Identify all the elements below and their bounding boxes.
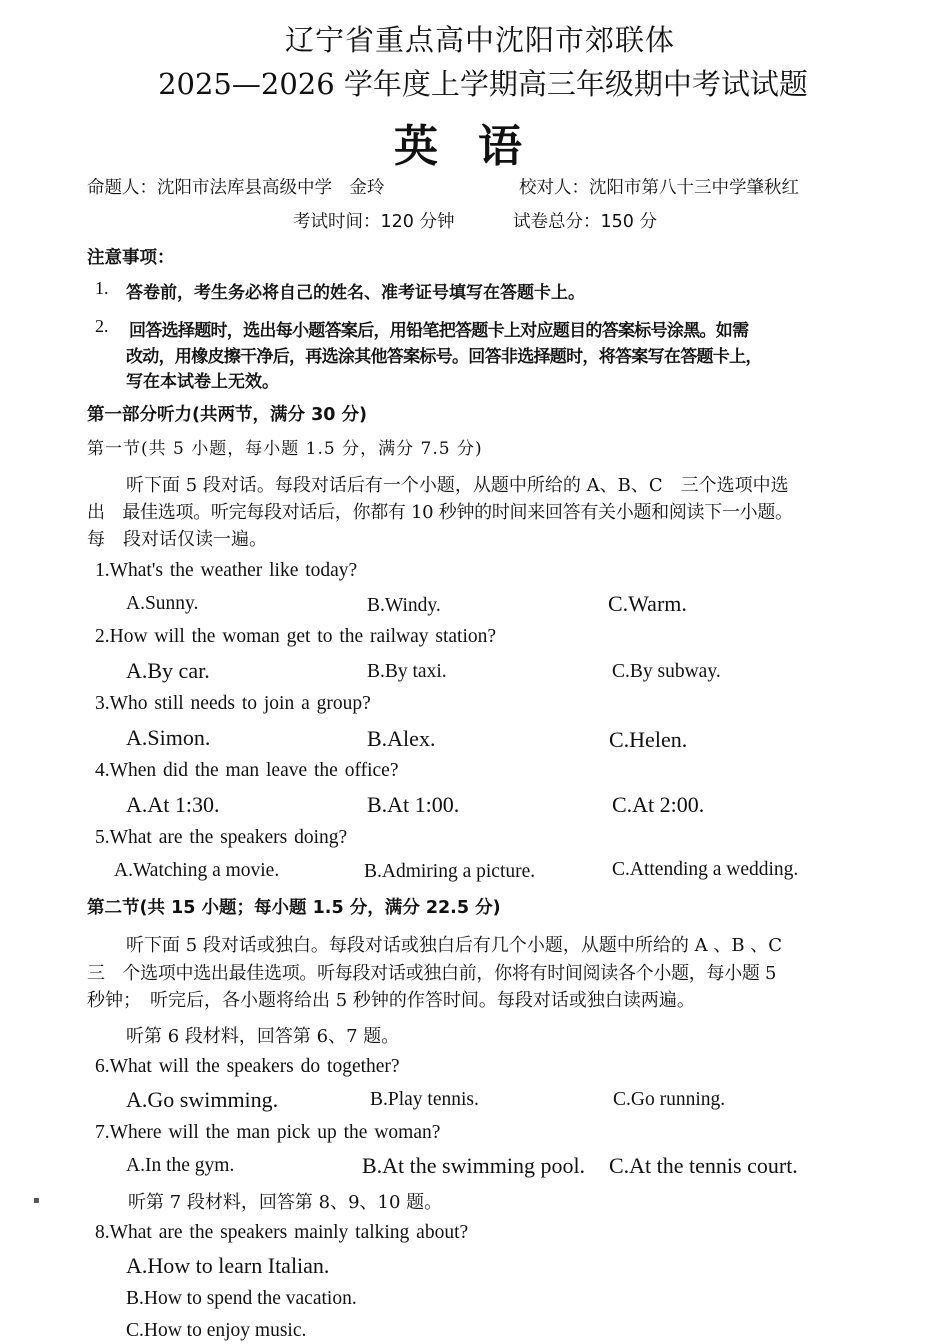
material-instruction: 听第 7 段材料，回答第 8、9、10 题。 bbox=[128, 1192, 443, 1213]
option-a: A.At 1:30. bbox=[126, 792, 220, 817]
exam-time: 考试时间：120 分钟 bbox=[293, 212, 455, 232]
option-c: C.At 2:00. bbox=[612, 792, 705, 817]
question-text: 4.When did the man leave the office? bbox=[95, 760, 399, 781]
section2-instruction: 听下面 5 段对话或独白。每段对话或独白后有几个小题，从题中所给的 A 、B 、C bbox=[126, 935, 783, 956]
option-c: C.At the tennis court. bbox=[609, 1153, 798, 1178]
section2-heading: 第二节(共 15 小题；每小题 1.5 分，满分 22.5 分) bbox=[87, 898, 501, 918]
notice-item-number: 2. bbox=[95, 316, 109, 336]
material-instruction: 听第 6 段材料，回答第 6、7 题。 bbox=[126, 1026, 400, 1047]
question-text: 7.Where will the man pick up the woman? bbox=[95, 1122, 441, 1143]
question-text: 2.How will the woman get to the railway station? bbox=[95, 626, 497, 647]
option-a: A.In the gym. bbox=[126, 1155, 235, 1176]
notice-item-text: 回答选择题时，选出每小题答案后，用铅笔把答题卡上对应题目的答案标号涂黑。如需 bbox=[129, 321, 749, 341]
section1-heading: 第一节(共 5 小题，每小题 1.5 分，满分 7.5 分) bbox=[87, 439, 483, 459]
option-c: C.How to enjoy music. bbox=[126, 1320, 307, 1341]
school-title: 辽宁省重点高中沈阳市郊联体 bbox=[284, 23, 675, 57]
question-text: 1.What's the weather like today? bbox=[95, 560, 358, 581]
author-line: 命题人：沈阳市法库县高级中学 金玲 bbox=[87, 178, 385, 198]
option-c: C.Go running. bbox=[613, 1089, 726, 1110]
option-b: B.Play tennis. bbox=[370, 1089, 479, 1110]
option-c: C.Warm. bbox=[608, 591, 687, 616]
option-b: B.Alex. bbox=[367, 726, 436, 751]
question-text: 6.What will the speakers do together? bbox=[95, 1056, 400, 1077]
option-a: A.How to learn Italian. bbox=[126, 1253, 330, 1278]
option-b: B.At the swimming pool. bbox=[362, 1153, 586, 1178]
section1-instruction: 出 最佳选项。听完每段对话后，你都有 10 秒钟的时间来回答有关小题和阅读下一小题。 bbox=[87, 502, 793, 523]
proofreader-line: 校对人：沈阳市第八十三中学肇秋红 bbox=[519, 178, 799, 198]
notice-item-text: 答卷前，考生务必将自己的姓名、准考证号填写在答题卡上。 bbox=[126, 283, 585, 303]
option-c: C.By subway. bbox=[612, 661, 721, 682]
question-text: 3.Who still needs to join a group? bbox=[95, 693, 371, 714]
part1-heading: 第一部分听力(共两节，满分 30 分) bbox=[87, 405, 368, 425]
option-a: A.Go swimming. bbox=[126, 1087, 279, 1112]
question-text: 5.What are the speakers doing? bbox=[95, 827, 348, 848]
option-a: A.Sunny. bbox=[126, 593, 199, 614]
option-b: B.Admiring a picture. bbox=[364, 861, 536, 882]
section2-instruction: 三 个选项中选出最佳选项。听每段对话或独白前，你将有时间阅读各个小题，每小题 5 bbox=[87, 963, 777, 984]
exam-total-score: 试卷总分：150 分 bbox=[513, 212, 657, 232]
notice-item-text: 写在本试卷上无效。 bbox=[126, 372, 279, 392]
option-b: B.How to spend the vacation. bbox=[126, 1288, 357, 1309]
option-c: C.Helen. bbox=[609, 727, 688, 752]
option-c: C.Attending a wedding. bbox=[612, 859, 799, 880]
option-a: A.By car. bbox=[126, 658, 210, 683]
section1-instruction: 听下面 5 段对话。每段对话后有一个小题，从题中所给的 A、B、C 三个选项中选 bbox=[126, 475, 789, 496]
option-b: B.At 1:00. bbox=[367, 792, 460, 817]
section2-instruction: 秒钟； 听完后，各小题将给出 5 秒钟的作答时间。每段对话或独白读两遍。 bbox=[87, 990, 695, 1011]
notice-item-number: 1. bbox=[95, 278, 109, 298]
page-mark: ▪ bbox=[33, 1195, 40, 1206]
notice-heading: 注意事项： bbox=[87, 248, 175, 268]
section1-instruction: 每 段对话仅读一遍。 bbox=[87, 529, 267, 550]
option-b: B.Windy. bbox=[367, 595, 441, 616]
option-a: A.Watching a movie. bbox=[114, 860, 280, 881]
exam-title: 2025—2026 学年度上学期高三年级期中考试试题 bbox=[158, 67, 808, 101]
option-b: B.By taxi. bbox=[367, 661, 447, 682]
question-text: 8.What are the speakers mainly talking about? bbox=[95, 1222, 469, 1243]
subject-title: 英语 bbox=[394, 121, 562, 172]
notice-item-text: 改动，用橡皮擦干净后，再选涂其他答案标号。回答非选择题时，将答案写在答题卡上， bbox=[126, 347, 762, 367]
option-a: A.Simon. bbox=[126, 725, 211, 750]
